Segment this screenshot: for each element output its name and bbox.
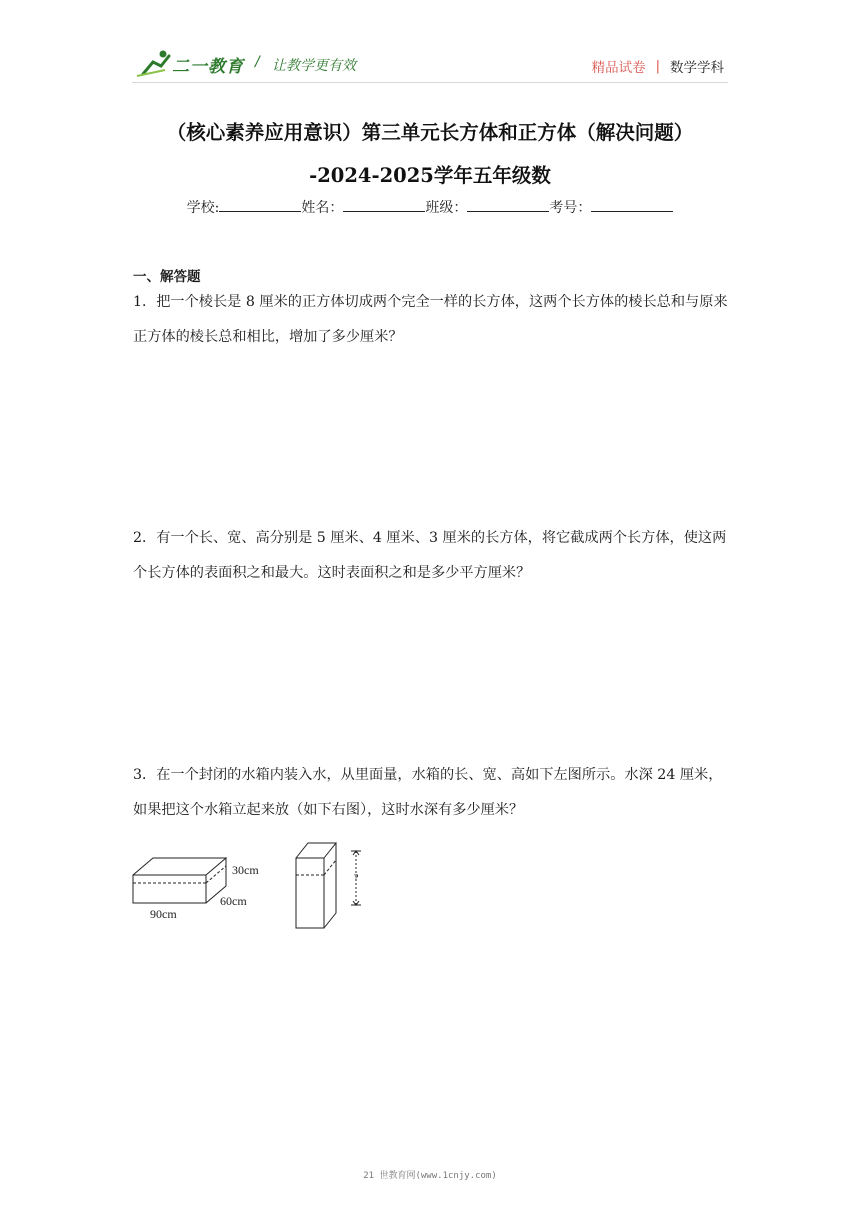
standing-tank-diagram bbox=[296, 843, 361, 928]
header-label-quality: 精品试卷 bbox=[591, 60, 646, 76]
logo-text: 二一教育 bbox=[172, 57, 244, 77]
header-slogan: 让教学更有效 bbox=[272, 58, 356, 74]
page-title: （核心素养应用意识）第三单元长方体和正方体（解决问题） bbox=[166, 121, 694, 144]
page-title-line2: -2024-2025学年五年级数 bbox=[309, 164, 551, 187]
exam-no-blank[interactable] bbox=[591, 197, 673, 212]
height-label: 30cm bbox=[232, 863, 259, 877]
length-label: 90cm bbox=[150, 907, 177, 921]
school-blank[interactable] bbox=[219, 197, 301, 212]
question-3: 3．在一个封闭的水箱内装入水，从里面量，水箱的长、宽、高如下左图所示。水深 24 厘米，如果把这个水箱立起来放（如下右图），这时水深有多少厘米？ bbox=[133, 767, 723, 818]
class-blank[interactable] bbox=[467, 197, 549, 212]
student-info-line bbox=[0, 197, 860, 217]
school-label: 学校: bbox=[186, 200, 220, 216]
lying-tank-diagram bbox=[133, 858, 226, 903]
section-title: 一、解答题 bbox=[133, 269, 201, 285]
header-rule bbox=[132, 82, 728, 83]
header-subject bbox=[592, 56, 724, 76]
unknown-depth-label: ? bbox=[354, 873, 359, 884]
name-label: 姓名： bbox=[301, 200, 344, 216]
header-divider: | bbox=[655, 58, 660, 74]
header-separator: / bbox=[255, 54, 260, 70]
water-tank-figure bbox=[128, 838, 390, 938]
width-label: 60cm bbox=[220, 894, 247, 908]
header-label-subject: 数学学科 bbox=[670, 60, 724, 76]
question-1: 1．把一个棱长是 8 厘米的正方体切成两个完全一样的长方体，这两个长方体的棱长总和与原来正方体的棱长总和相比，增加了多少厘米？ bbox=[133, 294, 728, 345]
exam-no-label: 考号： bbox=[549, 200, 592, 216]
name-blank[interactable] bbox=[343, 197, 425, 212]
class-label: 班级： bbox=[425, 200, 468, 216]
page-footer: 21 世教育网(www.1cnjy.com) bbox=[363, 1171, 497, 1181]
question-2: 2．有一个长、宽、高分别是 5 厘米、4 厘米、3 厘米的长方体，将它截成两个长方体，使这两个长方体的表面积之和最大。这时表面积之和是多少平方厘米？ bbox=[133, 530, 727, 581]
